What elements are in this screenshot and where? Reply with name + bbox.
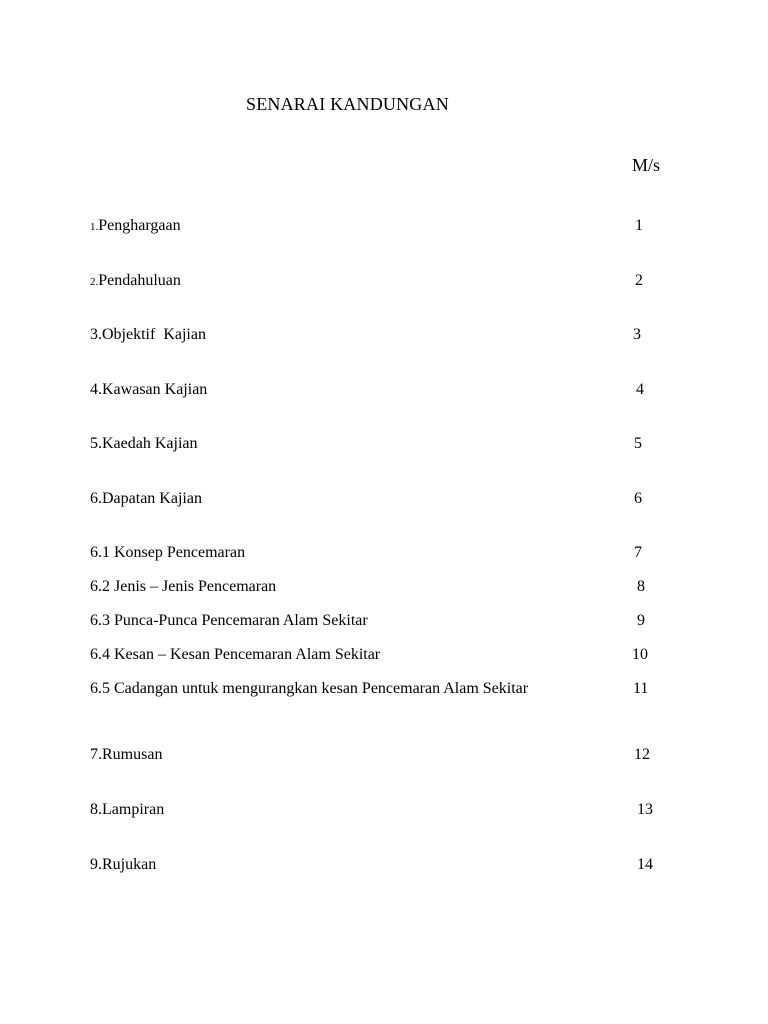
toc-entry-page: 13: [637, 801, 653, 818]
toc-entry-label: [90, 542, 245, 564]
toc-entry-number: 8.: [90, 801, 102, 818]
toc-entry-number: 5.: [90, 435, 102, 452]
toc-entry-3: [90, 324, 690, 348]
toc-entry-8: [90, 799, 690, 823]
toc-entry-text: Kaedah Kajian: [102, 435, 198, 452]
toc-entry-text: Punca-Punca Pencemaran Alam Sekitar: [110, 612, 368, 629]
toc-entry-6-5: [90, 678, 690, 702]
toc-entry-number: 4.: [90, 381, 102, 398]
toc-entry-label: [90, 854, 156, 876]
toc-entry-5: [90, 433, 690, 457]
toc-entry-7: [90, 744, 690, 768]
toc-entry-number: 6.2: [90, 578, 110, 595]
toc-entry-label: [90, 610, 368, 632]
toc-entry-number: 1.: [90, 221, 99, 233]
toc-entry-6-1: [90, 542, 690, 566]
toc-entry-label: [90, 744, 162, 766]
toc-entry-text: Konsep Pencemaran: [110, 544, 246, 561]
toc-entry-1: [90, 215, 690, 239]
toc-entry-4: [90, 379, 690, 403]
toc-entry-number: 6.5: [90, 680, 110, 697]
toc-entry-6-3: [90, 610, 690, 634]
page-number-column-header: M/s: [632, 155, 661, 175]
toc-entry-6-4: [90, 644, 690, 668]
toc-entry-page: 14: [637, 856, 653, 873]
toc-entry-label: [90, 799, 164, 821]
toc-entry-text: Objektif Kajian: [102, 326, 206, 343]
toc-entry-label: [90, 215, 181, 238]
toc-entry-text: Kawasan Kajian: [102, 381, 208, 398]
toc-entry-label: [90, 644, 380, 666]
toc-entry-number: 6.1: [90, 544, 110, 561]
toc-entry-page: 12: [634, 746, 650, 763]
toc-entry-page: 6: [634, 490, 642, 507]
toc-entry-text: Cadangan untuk mengurangkan kesan Pencemaran Alam Sekitar: [110, 680, 529, 697]
toc-entry-label: [90, 678, 528, 700]
toc-entry-number: 9.: [90, 856, 102, 873]
toc-entry-page: 5: [634, 435, 642, 452]
toc-entry-2: [90, 270, 690, 294]
toc-entry-6: [90, 488, 690, 512]
toc-entry-number: 7.: [90, 746, 102, 763]
toc-entry-page: 1: [635, 217, 643, 234]
toc-entry-page: 4: [636, 381, 644, 398]
toc-entry-text: Kesan – Kesan Pencemaran Alam Sekitar: [110, 646, 381, 663]
toc-entry-text: Dapatan Kajian: [102, 490, 202, 507]
toc-entry-page: 9: [637, 612, 645, 629]
toc-entry-label: [90, 324, 206, 346]
toc-entry-text: Penghargaan: [98, 217, 181, 234]
toc-entry-text: Rujukan: [102, 856, 157, 873]
toc-entry-number: 3.: [90, 326, 102, 343]
toc-entry-9: [90, 854, 690, 878]
toc-entry-label: [90, 270, 181, 293]
toc-entry-page: 2: [635, 272, 643, 289]
toc-entry-number: 6.3: [90, 612, 110, 629]
toc-entry-page: 11: [633, 680, 649, 697]
toc-entry-label: [90, 433, 198, 455]
toc-entry-text: Rumusan: [102, 746, 163, 763]
toc-entry-text: Jenis – Jenis Pencemaran: [110, 578, 277, 595]
toc-entry-page: 8: [637, 578, 645, 595]
toc-entry-page: 10: [632, 646, 648, 663]
toc-entry-page: 3: [633, 326, 641, 343]
toc-entry-page: 7: [634, 544, 642, 561]
toc-entry-number: 6.4: [90, 646, 110, 663]
toc-entry-text: Lampiran: [102, 801, 165, 818]
toc-entry-label: [90, 379, 207, 401]
toc-entry-6-2: [90, 576, 690, 600]
toc-entry-text: Pendahuluan: [98, 272, 181, 289]
toc-entry-number: 2.: [90, 276, 99, 288]
toc-entry-label: [90, 488, 202, 510]
toc-entry-number: 6.: [90, 490, 102, 507]
page-title: SENARAI KANDUNGAN: [246, 94, 449, 114]
toc-entry-label: [90, 576, 276, 598]
